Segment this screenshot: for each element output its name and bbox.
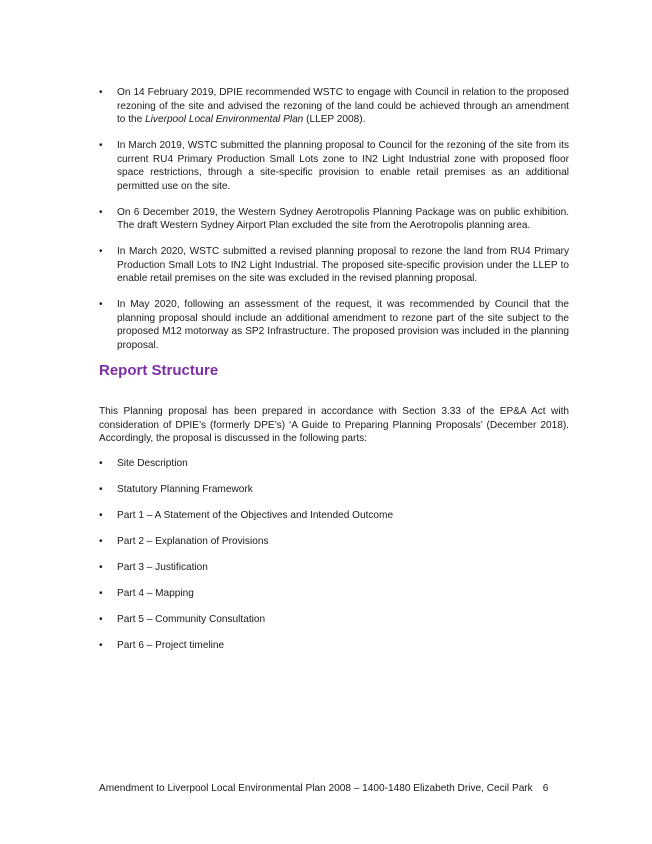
page-number: 6: [542, 783, 549, 794]
bullet-text: (LLEP 2008).: [303, 114, 366, 125]
list-item: • On 6 December 2019, the Western Sydney Aerotropolis Planning Package was on public exhibition. The draft Western Sydney Airport Plan excluded the site from the Aerotropolis planning area.: [99, 206, 569, 233]
page-footer: [99, 782, 548, 795]
list-item: • In March 2019, WSTC submitted the planning proposal to Council for the rezoning of the site from its current RU4 Primary Production Small Lots zone to IN2 Light Industrial zone with proposed floor space restrictions, through a site-specific provision to enable retail premises as an additional permitted use on the site.: [99, 139, 569, 193]
footer-text: Amendment to Liverpool Local Environmental Plan 2008 – 1400-1480 Elizabeth Drive, Cecil Park: [99, 783, 533, 794]
list-item: • Part 2 – Explanation of Provisions: [99, 535, 393, 561]
list-item: • Part 1 – A Statement of the Objectives and Intended Outcome: [99, 509, 393, 535]
background-bullet-list: [99, 86, 569, 365]
list-item: • In March 2020, WSTC submitted a revised planning proposal to rezone the land from RU4 Primary Production Small Lots to IN2 Light Industrial. The proposed site-specific provision under the LLEP to enable retail premises on the site was excluded in the revised planning proposal.: [99, 245, 569, 286]
list-item: • Statutory Planning Framework: [99, 483, 393, 509]
section-heading: Report Structure: [99, 362, 219, 379]
parts-list: [99, 457, 393, 665]
section-intro: This Planning proposal has been prepared in accordance with Section 3.33 of the EP&A Act with consideration of DPIE’s (formerly DPE’s) ‘A Guide to Preparing Planning Proposals’ (December 2018). Accordingly, the proposal is discussed in the following parts:: [99, 406, 569, 444]
list-item: • Part 4 – Mapping: [99, 587, 393, 613]
list-item: • Site Description: [99, 457, 393, 483]
bullet-text: On 14 February 2019, DPIE recommended WSTC to engage with Council in relation to the proposed rezoning of the site and advised the rezoning of the land could be achieved through an amendment to the: [117, 87, 569, 125]
list-item: • Part 3 – Justification: [99, 561, 393, 587]
plan-title: Liverpool Local Environmental Plan: [145, 114, 304, 125]
list-item: [99, 86, 569, 127]
list-item: • Part 6 – Project timeline: [99, 639, 393, 665]
list-item: • In May 2020, following an assessment of the request, it was recommended by Council that the planning proposal should include an additional amendment to rezone part of the site subject to the proposed M12 motorway as SP2 Infrastructure. The proposed provision was included in the planning proposal.: [99, 298, 569, 352]
list-item: • Part 5 – Community Consultation: [99, 613, 393, 639]
